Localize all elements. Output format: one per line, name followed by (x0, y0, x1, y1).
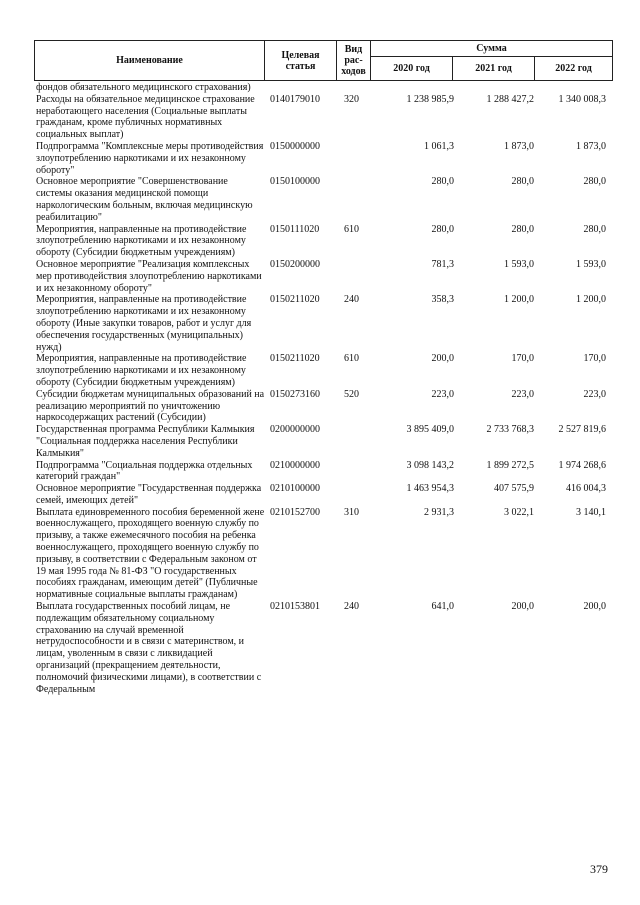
row-sum-2021 (454, 82, 534, 94)
table-row (36, 294, 614, 353)
row-sum-2021: 280,0 (511, 223, 534, 235)
table-row (36, 460, 614, 484)
row-sum-2020: 1 238 985,9 (406, 93, 454, 105)
row-sum-2022: 1 593,0 (576, 258, 606, 270)
row-sum-2022: 223,0 (583, 388, 606, 400)
row-expense-type (340, 82, 376, 94)
row-sum-2021: 1 288 427,2 (486, 93, 534, 105)
row-name: фондов обязательного медицинского страхования) (36, 82, 251, 93)
row-sum-2022: 170,0 (583, 353, 606, 365)
table-row (36, 224, 614, 259)
table-row (36, 389, 614, 424)
table-row (36, 601, 614, 695)
row-sum-2021: 3 022,1 (504, 506, 534, 518)
row-expense-type (340, 483, 376, 507)
row-target-code: 0150211020 (270, 353, 320, 365)
row-sum-2022: 3 140,1 (576, 506, 606, 518)
row-sum-2022: 280,0 (583, 176, 606, 188)
row-expense-type (340, 460, 376, 484)
row-name: Субсидии бюджетам муниципальных образований на реализацию мероприятий по уничтожению наркосодержащих растений (Субсидии) (36, 388, 265, 424)
row-sum-2022: 280,0 (583, 223, 606, 235)
row-sum-2021: 280,0 (511, 176, 534, 188)
row-name: Государственная программа Республики Калмыкия "Социальная поддержка населения Республики Калмыкия" (36, 424, 255, 459)
row-sum-2021: 170,0 (511, 353, 534, 365)
row-expense-type (340, 259, 376, 294)
page-number: 379 (590, 862, 608, 876)
row-sum-2021: 1 593,0 (504, 258, 534, 270)
header-sum: Сумма (371, 41, 613, 57)
row-name: Выплата государственных пособий лицам, не подлежащим обязательному социальному страхованию на случай временной нетрудоспособности и в связи с материнством, и лицам, уволенным в связи с ликвидацией организаций (прекращением деятельности, полномочий физическими лицами), в соответствии с Федеральным (36, 601, 262, 695)
table-row (36, 259, 614, 294)
table-header (34, 40, 613, 81)
row-sum-2022: 1 873,0 (576, 140, 606, 152)
row-sum-2020 (376, 82, 454, 94)
row-sum-2021: 200,0 (511, 601, 534, 613)
table-body (36, 82, 614, 695)
row-target-code: 0150000000 (270, 140, 320, 152)
row-sum-2021: 1 873,0 (504, 140, 534, 152)
row-sum-2022: 416 004,3 (566, 483, 606, 495)
row-expense-type: 240 (344, 294, 359, 306)
row-sum-2020: 1 463 954,3 (406, 483, 454, 495)
row-name: Мероприятия, направленные на противодействие злоупотреблению наркотиками и их незаконному обороту (Субсидии бюджетным учреждениям) (36, 223, 247, 259)
row-expense-type: 610 (344, 223, 359, 235)
table-row (36, 141, 614, 176)
row-name: Подпрограмма "Социальная поддержка отдельных категорий граждан" (36, 459, 253, 483)
row-sum-2021: 407 575,9 (494, 483, 534, 495)
row-target-code: 0150273160 (270, 388, 320, 400)
row-expense-type: 240 (344, 601, 359, 613)
table-row (36, 176, 614, 223)
row-sum-2020: 641,0 (431, 601, 454, 613)
row-sum-2020: 781,3 (431, 258, 454, 270)
row-target-code: 0150100000 (270, 176, 320, 188)
row-sum-2020: 2 931,3 (424, 506, 454, 518)
row-sum-2020: 200,0 (431, 353, 454, 365)
row-sum-2022: 1 974 268,6 (558, 459, 606, 471)
table-row (36, 507, 614, 601)
row-target-code: 0200000000 (270, 424, 320, 436)
row-name: Основное мероприятие "Совершенствование системы оказания медицинской помощи наркологическим больным, включая медицинскую реабилитацию" (36, 176, 253, 223)
header-code: Целевая статья (265, 41, 337, 81)
row-name: Основное мероприятие "Реализация комплексных мер противодействия злоупотреблению наркотиками и их незаконному обороту" (36, 258, 262, 294)
row-sum-2022: 1 200,0 (576, 294, 606, 306)
header-vid: Вид рас-ходов (337, 41, 371, 81)
row-name: Мероприятия, направленные на противодействие злоупотреблению наркотиками и их незаконному обороту (Иные закупки товаров, работ и услуг для обеспечения государственных (муниципальных) нужд) (36, 294, 252, 353)
header-year-2022: 2022 год (535, 57, 613, 81)
row-sum-2022 (534, 82, 606, 94)
table-row (36, 82, 614, 94)
row-sum-2020: 3 098 143,2 (406, 459, 454, 471)
row-target-code: 0210153801 (270, 601, 320, 613)
header-name: Наименование (35, 41, 265, 81)
row-target-code: 0210000000 (270, 459, 320, 471)
row-name: Мероприятия, направленные на противодействие злоупотреблению наркотиками и их незаконному обороту (Субсидии бюджетным учреждениям) (36, 353, 247, 388)
row-sum-2020: 280,0 (431, 176, 454, 188)
row-expense-type: 520 (344, 388, 359, 400)
row-target-code: 0150111020 (270, 223, 320, 235)
table-row (36, 94, 614, 141)
row-expense-type: 310 (344, 506, 359, 518)
row-expense-type (340, 424, 376, 459)
row-name: Подпрограмма "Комплексные меры противодействия злоупотреблению наркотиками и их незаконному обороту" (36, 140, 264, 176)
header-year-2020: 2020 год (371, 57, 453, 81)
row-sum-2020: 1 061,3 (424, 140, 454, 152)
row-target-code: 0140179010 (270, 93, 320, 105)
row-expense-type: 610 (344, 353, 359, 365)
row-expense-type (340, 176, 376, 223)
row-sum-2021: 2 733 768,3 (486, 424, 534, 436)
row-sum-2022: 2 527 819,6 (558, 424, 606, 436)
row-name: Основное мероприятие "Государственная поддержка семей, имеющих детей" (36, 483, 262, 506)
row-sum-2020: 3 895 409,0 (406, 424, 454, 436)
row-target-code: 0150200000 (270, 258, 320, 270)
header-year-2021: 2021 год (453, 57, 535, 81)
row-target-code: 0150211020 (270, 294, 320, 306)
row-target-code: 0210100000 (270, 483, 320, 495)
table-row (36, 483, 614, 507)
row-sum-2021: 1 899 272,5 (486, 459, 534, 471)
table-row (36, 424, 614, 459)
table-row (36, 353, 614, 388)
row-name: Расходы на обязательное медицинское страхование неработающего населения (Социальные выплаты гражданам, кроме публичных нормативных социальных выплат) (36, 93, 255, 141)
row-sum-2022: 1 340 008,3 (558, 93, 606, 105)
row-name: Выплата единовременного пособия беременной жене военнослужащего, проходящего военную службу по призыву, а также ежемесячного пособия на ребенка военнослужащего, проходящего военную службу по призыву, в соответствии с Федеральным законом от 19 мая 1995 года № 81-ФЗ "О государственных пособиях гражданам, имеющим детей" (Публичные нормативные социальные выплаты гражданам) (36, 506, 265, 601)
row-target-code: 0210152700 (270, 506, 320, 518)
row-sum-2020: 358,3 (431, 294, 454, 306)
row-expense-type (340, 141, 376, 176)
row-sum-2021: 1 200,0 (504, 294, 534, 306)
row-sum-2020: 223,0 (431, 388, 454, 400)
row-expense-type: 320 (344, 93, 359, 105)
row-sum-2021: 223,0 (511, 388, 534, 400)
row-target-code (270, 82, 340, 94)
row-sum-2020: 280,0 (431, 223, 454, 235)
row-sum-2022: 200,0 (583, 601, 606, 613)
